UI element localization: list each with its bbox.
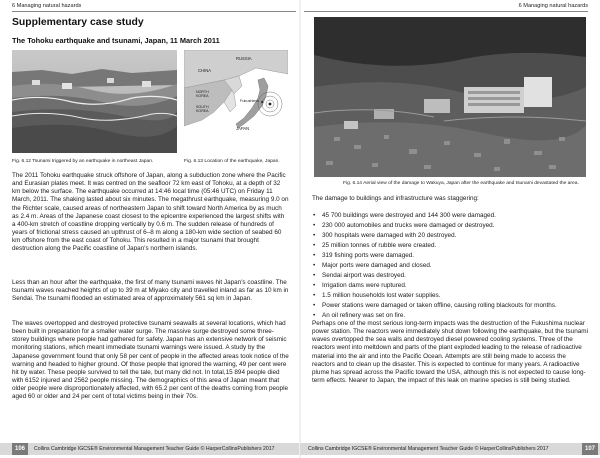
list-item: • Sendai airport was destroyed.	[313, 271, 406, 279]
damage-intro: The damage to buildings and infrastructure was staggering:	[312, 195, 479, 202]
location-map	[184, 50, 288, 153]
bullet-icon: •	[313, 301, 316, 309]
header-rule	[12, 11, 296, 12]
bullet-icon: •	[313, 291, 316, 299]
bullet-icon: •	[313, 212, 316, 219]
bullet-icon: •	[313, 311, 316, 319]
list-item: • 1.5 million households lost water supplies.	[313, 291, 441, 299]
list-item: • 319 fishing ports were damaged.	[313, 251, 415, 259]
bullet-icon: •	[313, 261, 316, 269]
paragraph-earthquake: The 2011 Tohoku earthquake struck offshore of Japan, along a subduction zone where the Pacific and Eurasian plates meet. It was centred on the seafloor 72 km east of Tohoku, at a depth of 32 km below the surface. The earthquake occurred at 14:46 local time (05:46 UTC) on Friday 11 March, 2011. The shaking lasted about six minutes. The megathrust earthquake, measuring 9.0 on the Richter scale, caused areas of northeastern Japan to shift toward North America by as much as 2.4 m. Areas of the Japanese coast closest to the epicentre experienced the largest shifts with a 400-km stretch of coastline dropping vertically by 0.6 m. The sudden release of hundreds of years of frictional stress caused an upthrust of 6–8 m along a 180-km wide section of seabed 60 km offshore from the east coast of Tohoku. This resulted in a major tsunami that brought destruction along the Pacific coastline of Japan's northern islands.	[12, 172, 289, 253]
list-item: • 300 hospitals were damaged with 20 destroyed.	[313, 231, 457, 239]
map-label-fukushima: Fukushima	[240, 99, 259, 103]
bullet-icon: •	[313, 241, 316, 249]
header-rule	[304, 11, 588, 12]
aerial-damage-photo	[314, 17, 586, 177]
map-label-japan: JAPAN	[236, 126, 250, 131]
map-label-south-korea: SOUTH KOREA	[196, 105, 209, 113]
figure-caption-6-13: Fig. 6.13 Location of the earthquake, Japan.	[184, 159, 280, 164]
map-label-china: CHINA	[198, 68, 212, 73]
right-page	[300, 0, 600, 458]
tsunami-photo	[12, 50, 177, 153]
page-number: 106	[12, 443, 28, 455]
damage-list	[312, 211, 584, 320]
paragraph-fukushima: Perhaps one of the most serious long-term impacts was the destruction of the Fukushima nuclear power station. The reactors were immediately shut down following the earthquake, but the tsunami waves overtopped the sea walls and destroyed diesel powered cooling systems. Three of the reactors went into meltdown and parts of the plant exploded leading to the release of radioactive material into the air and into the Pacific Ocean. Attempts are still being made to access the reactors and to clean up the disaster. This is expected to continue for many years. A radioactive plume has spread across the Pacific toward the USA, although this is not expected to cause long-term effects. Nearer to Japan, the impact of this leak on marine species is still being studied.	[312, 320, 588, 385]
bullet-icon: •	[313, 231, 316, 239]
running-head: 6 Managing natural hazards	[518, 3, 588, 9]
bullet-icon: •	[313, 221, 316, 229]
footer-copyright: Collins Cambridge IGCSE® Environmental Management Teacher Guide © HarperCollinsPublishers 2017	[34, 446, 275, 452]
list-item: • 25 million tonnes of rubble were created.	[313, 241, 437, 249]
section-title: Supplementary case study	[12, 17, 144, 28]
running-head: 6 Managing natural hazards	[12, 3, 82, 9]
page-number: 107	[582, 443, 598, 455]
list-item: • Power stations were damaged or taken offline, causing rolling blackouts for months.	[313, 301, 557, 309]
bullet-icon: •	[313, 281, 316, 289]
list-item: • An oil refinery was set on fire.	[313, 311, 406, 319]
bullet-icon: •	[313, 251, 316, 259]
map-label-north-korea: NORTH KOREA	[196, 90, 209, 98]
list-item: • 45 700 buildings were destroyed and 144 300 were damaged.	[313, 212, 496, 219]
list-item: • 230 000 automobiles and trucks were damaged or destroyed.	[313, 221, 495, 229]
figure-caption-6-12: Fig. 6.12 Tsunami triggered by an earthquake in northeast Japan.	[12, 159, 154, 164]
map-label-russia: RUSSIA	[236, 56, 252, 61]
bullet-icon: •	[313, 271, 316, 279]
paragraph-tsunami-waves: Less than an hour after the earthquake, the first of many tsunami waves hit Japan's coastline. The tsunami waves reached heights of up to 39 m at Miyako city and travelled inland as far as 10 km in Sendai. The tsunami flooded an estimated area of approximately 561 sq km in Japan.	[12, 279, 289, 303]
list-item: • Major ports were damaged and closed.	[313, 261, 432, 269]
paragraph-seawalls-casualties: The waves overtopped and destroyed protective tsunami seawalls at several locations, which had been built in preparation for a smaller water surge. The massive surge destroyed some three-storey buildings where people had gathered for safety. Japan has an extensive network of seismic monitoring stations, which meant immediate tsunami warnings were issued. A study by the Japanese government found that only 58 per cent of people in the affected areas took notice of the warning and headed to higher ground. Of those people that ignored the warning, 49 per cent were hit by water. These people survived to tell the tale, but many did not. In total,15 894 people died with 6152 injured and 2562 people missing. The demographics of this area of Japan meant that older people were disproportionately affected, with 65.2 per cent of the deaths coming from people aged 60 or older and 24 per cent of total victims being in their 70s.	[12, 320, 289, 401]
list-item: • Irrigation dams were ruptured.	[313, 281, 407, 289]
footer-copyright: Collins Cambridge IGCSE® Environmental Management Teacher Guide © HarperCollinsPublishers 2017	[308, 446, 549, 452]
case-study-subtitle: The Tohoku earthquake and tsunami, Japan, 11 March 2011	[12, 36, 220, 45]
figure-caption-6-14: Fig. 6.14 Aerial view of the damage to Wakuya, Japan after the earthquake and tsunami devastated the area.	[343, 181, 579, 186]
